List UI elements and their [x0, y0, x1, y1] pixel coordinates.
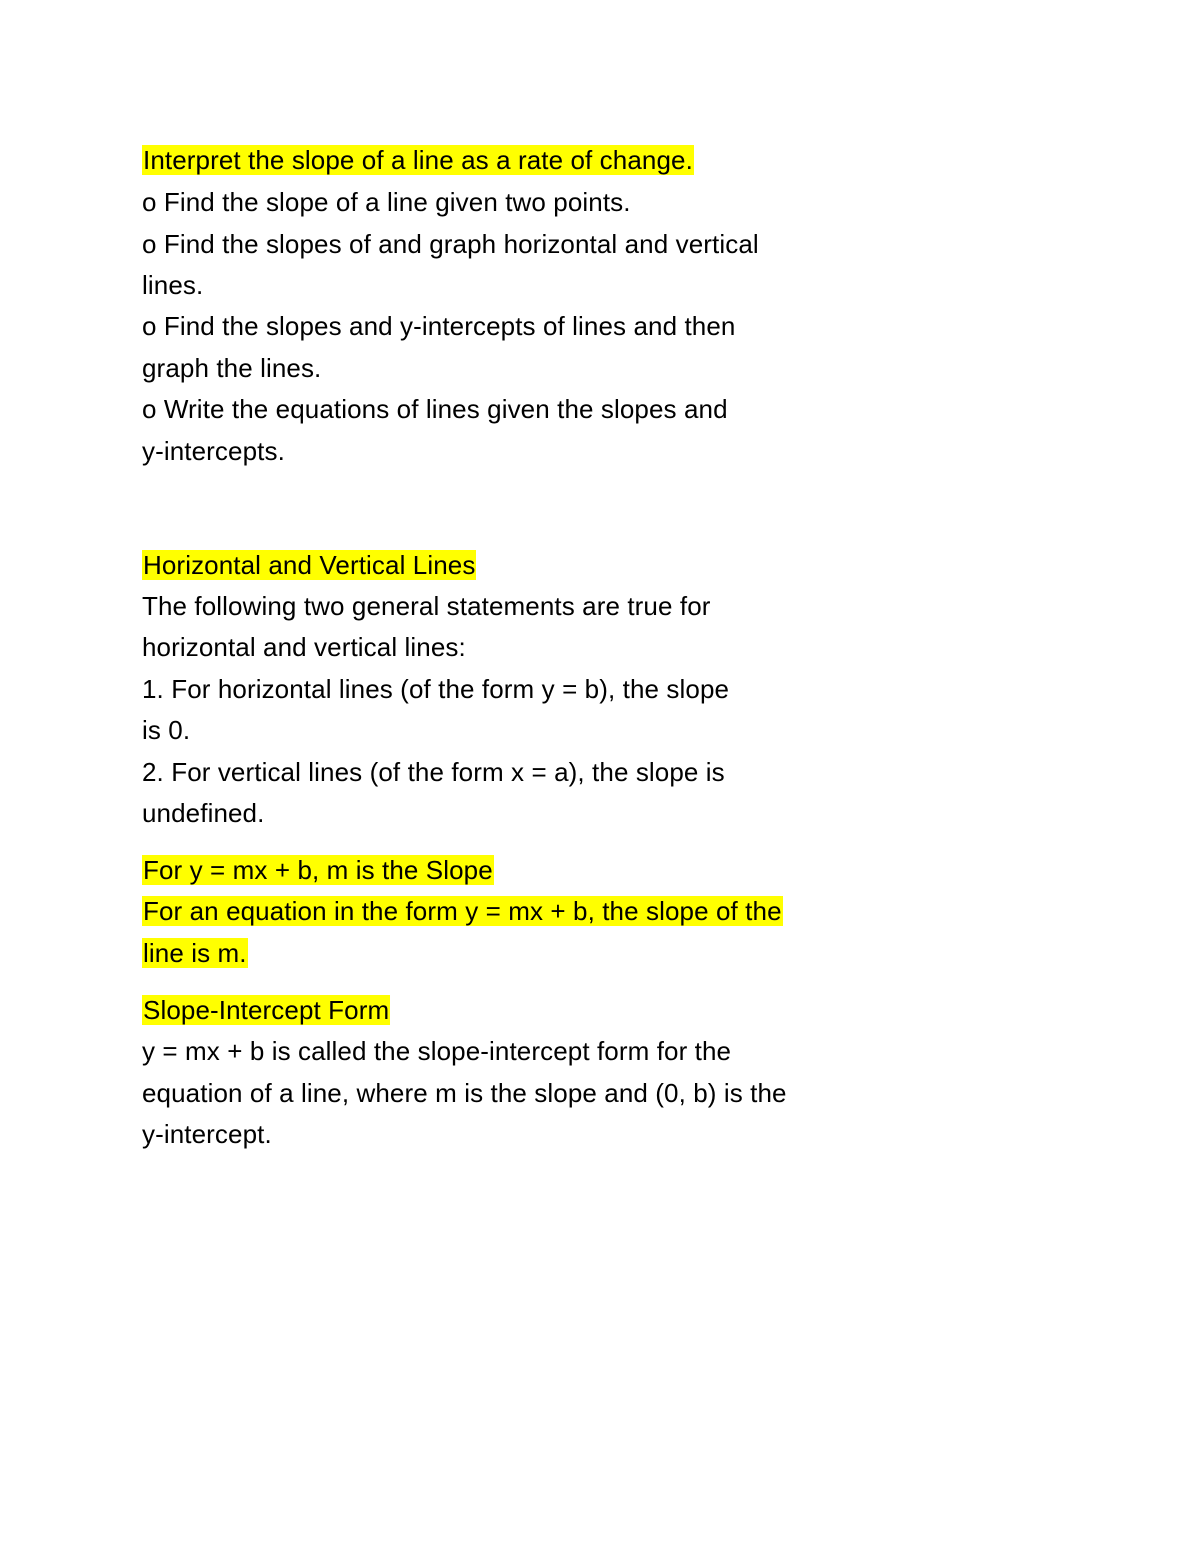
- highlighted-text: Horizontal and Vertical Lines: [143, 550, 476, 580]
- body-line: 2. For vertical lines (of the form x = a), the slope is: [142, 757, 725, 787]
- objective-line: o Write the equations of lines given the slopes and: [142, 394, 728, 424]
- body-line: equation of a line, where m is the slope and (0, b) is the: [142, 1078, 787, 1108]
- objective-line: o Find the slopes and y-intercepts of lines and then: [142, 311, 736, 341]
- objective-line: lines.: [142, 270, 204, 300]
- section-heading-slope-intercept-form: [142, 993, 390, 1027]
- body-line: The following two general statements are true for: [142, 591, 711, 621]
- highlighted-text: Interpret the slope of a line as a rate of change.: [143, 145, 693, 175]
- objective-line: graph the lines.: [142, 353, 322, 383]
- objective-line: o Find the slopes of and graph horizontal and vertical: [142, 229, 759, 259]
- section-heading-slope: [142, 853, 494, 887]
- section-heading-rate-of-change: [142, 143, 694, 177]
- body-line: y-intercept.: [142, 1119, 272, 1149]
- body-line: undefined.: [142, 798, 265, 828]
- body-line: is 0.: [142, 715, 191, 745]
- body-line: 1. For horizontal lines (of the form y = b), the slope: [142, 674, 730, 704]
- body-line: y = mx + b is called the slope-intercept form for the: [142, 1036, 732, 1066]
- highlighted-line: [142, 894, 783, 928]
- highlighted-text: Slope-Intercept Form: [143, 995, 390, 1025]
- highlighted-text: For an equation in the form y = mx + b, the slope of the: [143, 896, 782, 926]
- objective-line: o Find the slope of a line given two points.: [142, 187, 631, 217]
- highlighted-text: For y = mx + b, m is the Slope: [143, 855, 493, 885]
- section-heading-horizontal-vertical: [142, 548, 476, 582]
- highlighted-text: line is m.: [143, 938, 247, 968]
- body-line: horizontal and vertical lines:: [142, 632, 466, 662]
- highlighted-line: [142, 936, 248, 970]
- objective-line: y-intercepts.: [142, 436, 285, 466]
